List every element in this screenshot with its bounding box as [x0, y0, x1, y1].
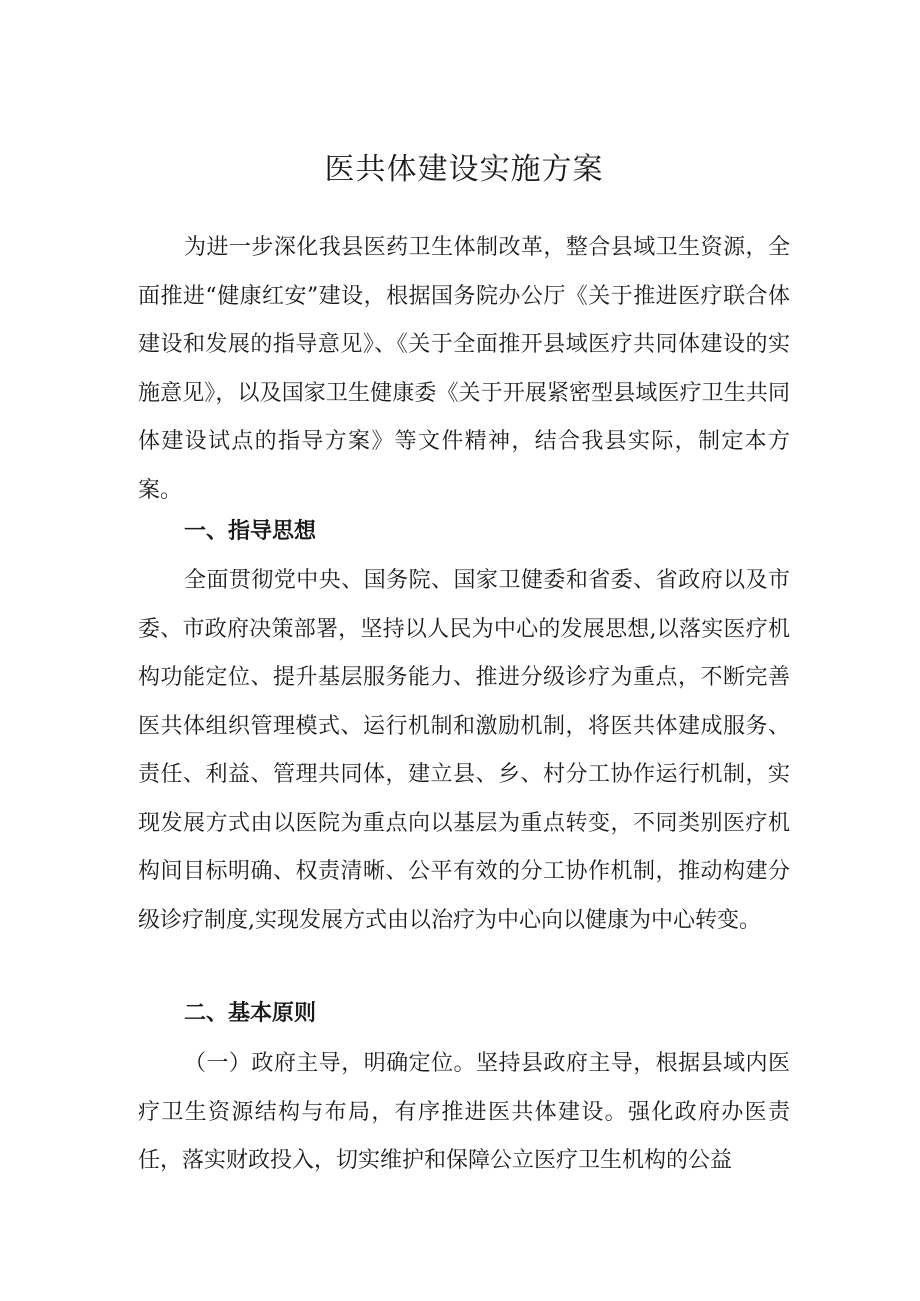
section-body-guiding-ideology: 全面贯彻党中央、国务院、国家卫健委和省委、省政府以及市委、市政府决策部署，坚持以人民为中心的发展思想,以落实医疗机构功能定位、提升基层服务能力、推进分级诊疗为重点，不断完善医共体组织管理模式、运行机制和激励机制，将医共体建成服务、责任、利益、管理共同体，建立县、乡、村分工协作运行机制，实现发展方式由以医院为重点向以基层为重点转变，不同类别医疗机构间目标明确、权责清晰、公平有效的分工协作机制，推动构建分级诊疗制度,实现发展方式由以治疗为中心向以健康为中心转变。: [138, 568, 790, 933]
section-heading-basic-principles: 二、基本原则: [184, 1001, 317, 1026]
section-heading-guiding-ideology: 一、指导思想: [184, 519, 317, 544]
intro-paragraph: 为进一步深化我县医药卫生体制改革，整合县域卫生资源，全面推进“健康红安”建设，根据国务院办公厅《关于推进医疗联合体建设和发展的指导意见》、《关于全面推开县域医疗共同体建设的实施意见》，以及国家卫生健康委《关于开展紧密型县域医疗卫生共同体建设试点的指导方案》等文件精神，结合我县实际，制定本方案。: [138, 235, 790, 503]
document-title: 医共体建设实施方案: [324, 152, 604, 187]
section-body-basic-principles: （一）政府主导，明确定位。坚持县政府主导，根据县域内医疗卫生资源结构与布局，有序推进医共体建设。强化政府办医责任，落实财政投入，切实维护和保障公立医疗卫生机构的公益: [138, 1051, 790, 1173]
